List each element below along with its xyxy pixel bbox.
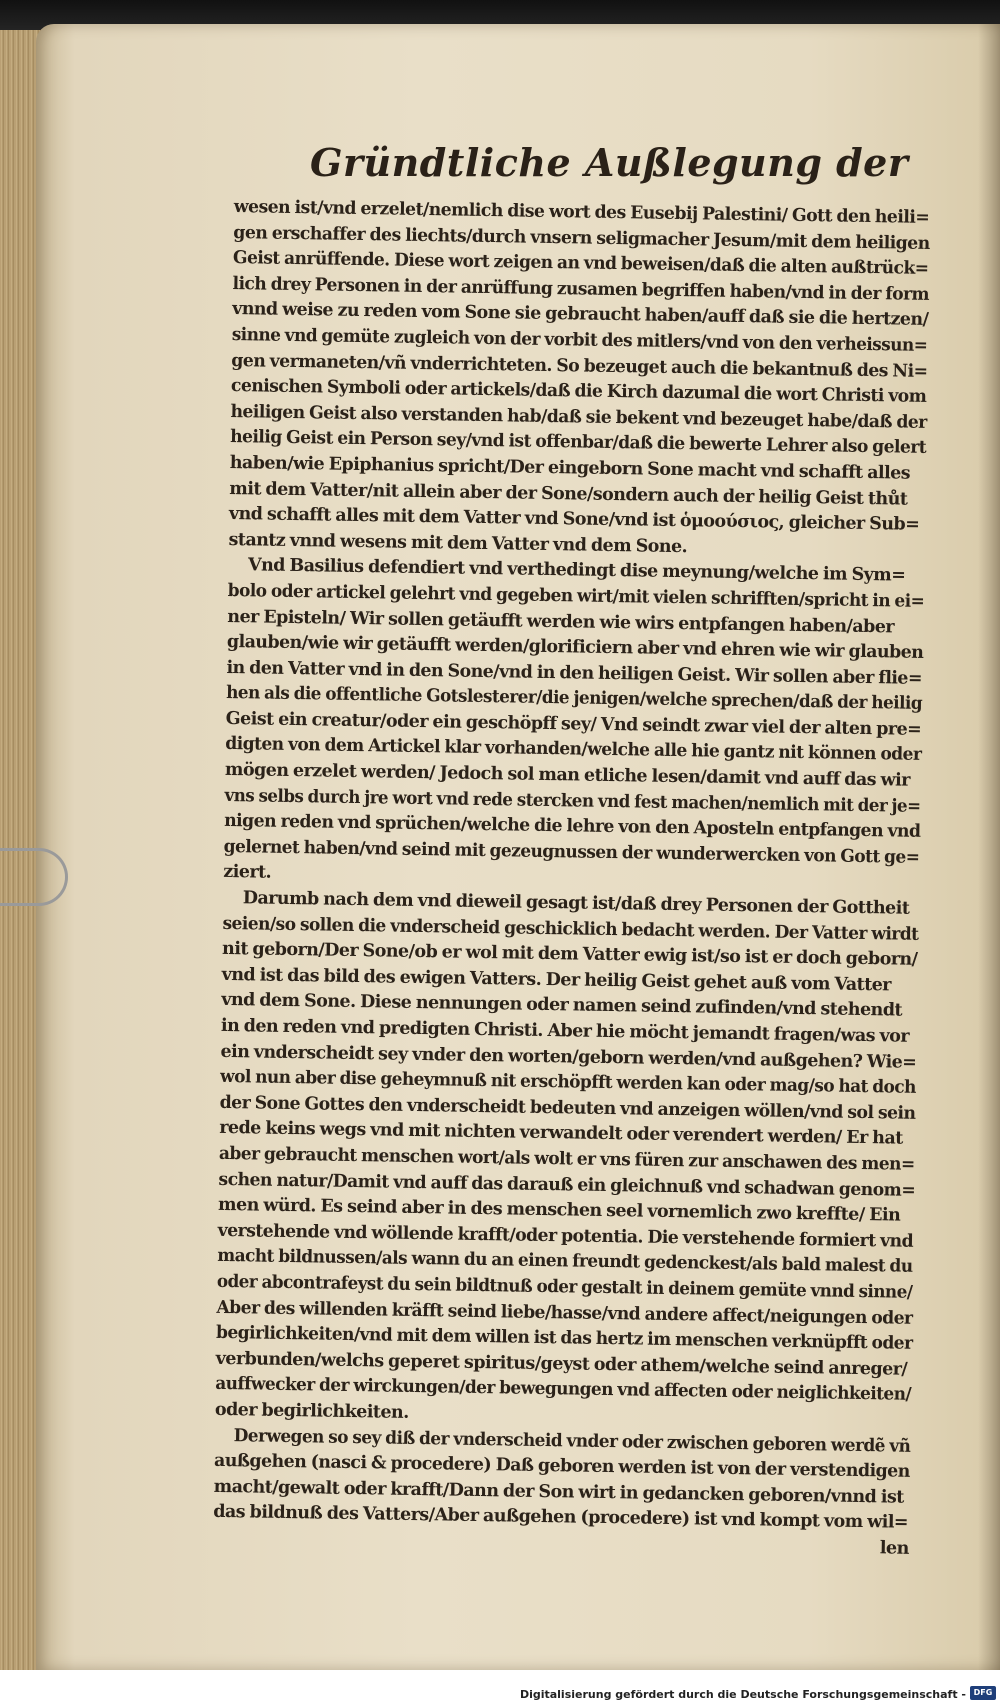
text-line: macht/gewalt oder krafft/Dann der Son wirt in gedancken geboren/vnnd ist xyxy=(213,1475,904,1508)
text-line: begirlichkeiten/vnd mit dem willen ist das hertz im menschen verknüpfft oder xyxy=(215,1321,913,1354)
text-line: vnd schafft alles mit dem Vatter vnd Sone/vnd ist ὁμοούσιος, gleicher Sub= xyxy=(228,503,920,535)
text-line: stantz vnnd wesens mit dem Vatter vnd dem Sone. xyxy=(228,528,688,557)
text-line: verbunden/welchs geperet spiritus/geyst oder athem/welche seind anreger/ xyxy=(215,1347,908,1380)
text-line: oder begirlichkeiten. xyxy=(214,1398,409,1423)
text-line: ziert. xyxy=(223,861,272,884)
text-line: ner Episteln/ Wir sollen getäufft werden wie wirs entpfangen haben/aber xyxy=(227,605,895,637)
text-line: digten von dem Artickel klar vorhanden/welche alle hie gantz nit können oder xyxy=(225,733,922,766)
paragraph xyxy=(228,194,934,563)
paragraph xyxy=(223,552,928,896)
paragraph xyxy=(215,885,923,1433)
text-line: aber gebraucht menschen wort/als wolt er vns füren zur anschawen des men= xyxy=(218,1142,915,1175)
text-line: vnnd weise zu reden vom Sone sie gebraucht haben/auff daß sie die hertzen/ xyxy=(232,298,929,331)
text-line: nigen reden vnd sprüchen/welche die lehre von den Aposteln entpfangen vnd xyxy=(223,810,921,843)
text-line: ein vnderscheidt sey vnder den worten/geborn werden/vnd außgehen? Wie= xyxy=(220,1040,917,1073)
text-line: Geist ein creatur/oder ein geschöpff sey/ Vnd seindt zwar viel der alten pre= xyxy=(225,707,922,740)
page-gutter-shade xyxy=(978,24,1000,1670)
text-line: hen als die offentliche Gotslesterer/die jenigen/welche sprechen/daß der heilig xyxy=(226,682,923,715)
text-line: wol nun aber dise geheymnuß nit erschöpfft werden kan oder mag/so hat doch xyxy=(219,1066,917,1099)
paragraph xyxy=(213,1422,915,1535)
text-line: in den reden vnd predigten Christi. Aber hie möcht jemandt fragen/was vor xyxy=(220,1014,910,1047)
text-line: rede keins wegs vnd mit nichten verwandelt oder verendert werden/ Er hat xyxy=(219,1117,903,1149)
text-line: sinne vnd gemüte zugleich von der vorbit des mitlers/vnd von den verheissun= xyxy=(231,323,928,356)
text-line: verstehende vnd wöllende krafft/oder potentia. Die verstehende formiert vnd xyxy=(217,1219,914,1252)
text-line: der Sone Gottes den vnderscheidt bedeuten vnd anzeigen wöllen/vnd sol sein xyxy=(219,1091,916,1124)
text-line: außgehen (nasci & procedere) Daß geboren werden ist von der verstendigen xyxy=(213,1449,910,1482)
text-line: das bildnuß des Vatters/Aber außgehen (procedere) ist vnd kompt vom wil= xyxy=(213,1501,909,1534)
body-text xyxy=(213,194,934,1561)
text-line: heiligen Geist also verstanden hab/daß sie bekent vnd bezeuget habe/daß der xyxy=(230,400,927,433)
text-line: bolo oder artickel gelehrt vnd gegeben wirt/mit vielen schrifften/spricht in ei= xyxy=(227,579,925,612)
text-line: vnd ist das bild des ewigen Vatters. Der heilig Geist gehet auß vom Vatter xyxy=(221,963,892,996)
page-heading: Gründtliche Außlegung der xyxy=(310,140,909,185)
text-line: mit dem Vatter/nit allein aber der Sone/sondern auch der heilig Geist thůt xyxy=(229,477,908,510)
text-line: cenischen Symboli oder artickels/daß die Kirch dazumal die wort Christi vom xyxy=(230,375,927,408)
text-line: macht bildnussen/als wann du an einen freundt gedenckest/als bald malest du xyxy=(217,1245,913,1278)
text-line: gelernet haben/vnd seind mit gezeugnussen der wunderwercken von Gott ge= xyxy=(223,835,920,868)
text-line: heilig Geist ein Person sey/vnd ist offenbar/daß die bewerte Lehrer also gelert xyxy=(230,426,927,459)
text-line: Derwegen so sey diß der vnderscheid vnder oder zwischen geboren werdẽ vñ xyxy=(233,1424,911,1457)
text-line: haben/wie Epiphanius spricht/Der eingeborn Sone macht vnd schafft alles xyxy=(229,451,911,484)
text-line: gen erschaffer des liechts/durch vnsern seligmacher Jesum/mit dem heiligen xyxy=(233,221,930,254)
text-line: Vnd Basilius defendiert vnd verthedingt dise meynung/welche im Sym= xyxy=(247,554,906,586)
footer-credit: Digitalisierung gefördert durch die Deutsche Forschungsgemeinschaft - xyxy=(519,1688,966,1701)
text-line: vnd dem Sone. Diese nennungen oder namen seind zufinden/vnd stehendt xyxy=(221,989,903,1021)
text-line: schen natur/Damit vnd auff das darauß ein gleichnuß vnd schadwan genom= xyxy=(218,1168,916,1201)
page-clip xyxy=(0,848,68,906)
text-line: in den Vatter vnd in den Sone/vnd in den heiligen Geist. Wir sollen aber flie= xyxy=(226,656,923,689)
text-line: gen vermaneten/vñ vnderrichteten. So bezeuget auch die bekantnuß des Ni= xyxy=(231,349,928,382)
text-line: seien/so sollen die vnderscheid geschicklich bedacht werden. Der Vatter wirdt xyxy=(222,912,919,945)
text-line: men würd. Es seind aber in des menschen seel vornemlich zwo kreffte/ Ein xyxy=(217,1194,901,1226)
dfg-logo: DFG xyxy=(970,1686,996,1700)
text-line: oder abcontrafeyst du sein bildtnuß oder gestalt in deinem gemüte vnnd sinne/ xyxy=(216,1270,913,1303)
text-line: Geist anrüffende. Diese wort zeigen an vnd beweisen/daß die alten außtrück= xyxy=(232,247,929,280)
text-line: Aber des willenden kräfft seind liebe/hasse/vnd andere affect/neigungen oder xyxy=(216,1296,913,1329)
catchword: len xyxy=(879,1537,909,1559)
text-line: Darumb nach dem vnd dieweil gesagt ist/daß drey Personen der Gottheit xyxy=(242,887,910,919)
text-line: nit geborn/Der Sone/ob er wol mit dem Vatter ewig ist/so ist er doch geborn/ xyxy=(221,938,918,971)
text-line: vns selbs durch jre wort vnd rede stercken vnd fest machen/nemlich mit der je= xyxy=(224,784,921,817)
text-line: mögen erzelet werden/ Jedoch sol man etliche lesen/damit vnd auff das wir xyxy=(224,758,910,791)
text-line: lich drey Personen in der anrüffung zusamen begriffen haben/vnd in der form xyxy=(232,272,930,305)
text-line: auffwecker der wirckungen/der bewegungen vnd affecten oder neiglichkeiten/ xyxy=(215,1373,912,1406)
text-line: wesen ist/vnd erzelet/nemlich dise wort des Eusebij Palestini/ Gott den heili= xyxy=(233,195,930,228)
text-line: glauben/wie wir getäufft werden/glorificiern aber vnd ehren wie wir glauben xyxy=(226,631,924,663)
